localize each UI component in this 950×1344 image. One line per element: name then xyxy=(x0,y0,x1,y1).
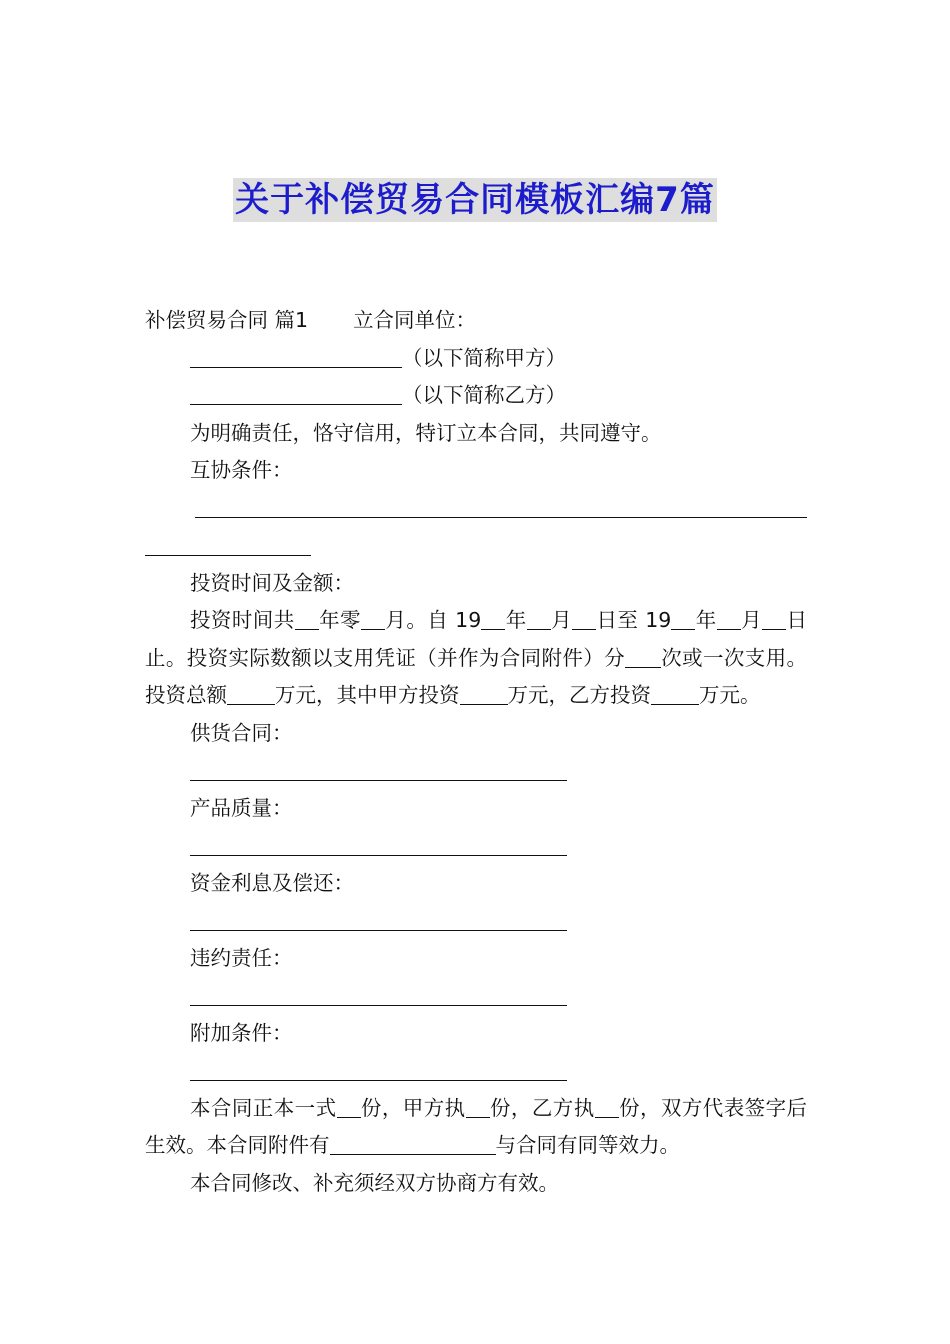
start-month-blank[interactable] xyxy=(527,609,551,631)
party-b-copies-blank[interactable] xyxy=(595,1096,619,1118)
document-body xyxy=(145,302,807,1202)
supply-blank[interactable] xyxy=(145,752,807,790)
start-year-blank[interactable] xyxy=(481,609,505,631)
breach-blank[interactable] xyxy=(145,977,807,1015)
total-amount-blank[interactable] xyxy=(227,684,275,706)
party-a-blank[interactable] xyxy=(190,346,402,368)
additional-blank[interactable] xyxy=(145,1052,807,1090)
party-a-line xyxy=(145,340,807,378)
party-units-label: 立合同单位： xyxy=(353,308,477,332)
months-blank[interactable] xyxy=(361,609,385,631)
investment-label: 投资时间及金额： xyxy=(190,570,354,595)
years-blank[interactable] xyxy=(295,609,319,631)
cooperation-label: 互协条件： xyxy=(190,458,293,482)
quality-label: 产品质量： xyxy=(190,795,293,820)
start-day-blank[interactable] xyxy=(572,609,596,631)
breach-label: 违约责任： xyxy=(190,945,293,970)
party-a-copies-blank[interactable] xyxy=(466,1096,490,1118)
section-heading-line xyxy=(145,302,807,340)
installments-blank[interactable] xyxy=(625,646,661,668)
cooperation-blank-2[interactable] xyxy=(145,527,807,565)
supply-label: 供货合同： xyxy=(190,720,293,745)
copies-paragraph: 本合同正本一式 份，甲方执 份，乙方执 份，双方代表签字后生效。本合同附件有 与合同有同等效力。 xyxy=(145,1095,808,1157)
party-b-line xyxy=(145,377,807,415)
party-b-note: （以下简称乙方） xyxy=(402,383,566,407)
document-title: 关于补偿贸易合同模板汇编7篇 xyxy=(235,180,715,220)
end-day-blank[interactable] xyxy=(762,609,786,631)
investment-paragraph: 投资时间共 年零 月。自 19 年 月 日至 19 年 月 日止。投资实际数额以支用凭证（并作为合同附件）分 次或一次支用。投资总额 万元，其中甲方投资 万元，乙方投资 万元。 xyxy=(145,608,808,707)
purpose-paragraph: 为明确责任，恪守信用，特订立本合同，共同遵守。 xyxy=(190,420,662,445)
attachments-blank[interactable] xyxy=(330,1134,496,1156)
amendment-paragraph: 本合同修改、补充须经双方协商方有效。 xyxy=(190,1170,559,1195)
quality-blank[interactable] xyxy=(145,827,807,865)
cooperation-blank-1[interactable] xyxy=(145,490,807,528)
title-container xyxy=(0,178,950,222)
section-heading: 补偿贸易合同 篇1 xyxy=(145,308,309,332)
additional-label: 附加条件： xyxy=(190,1020,293,1045)
end-month-blank[interactable] xyxy=(717,609,741,631)
party-b-blank[interactable] xyxy=(190,384,402,406)
party-a-note: （以下简称甲方） xyxy=(402,345,566,370)
interest-blank[interactable] xyxy=(145,902,807,940)
end-year-blank[interactable] xyxy=(671,609,695,631)
party-a-amount-blank[interactable] xyxy=(460,684,508,706)
copies-blank[interactable] xyxy=(337,1096,361,1118)
interest-label: 资金利息及偿还： xyxy=(190,870,354,895)
party-b-amount-blank[interactable] xyxy=(651,684,699,706)
